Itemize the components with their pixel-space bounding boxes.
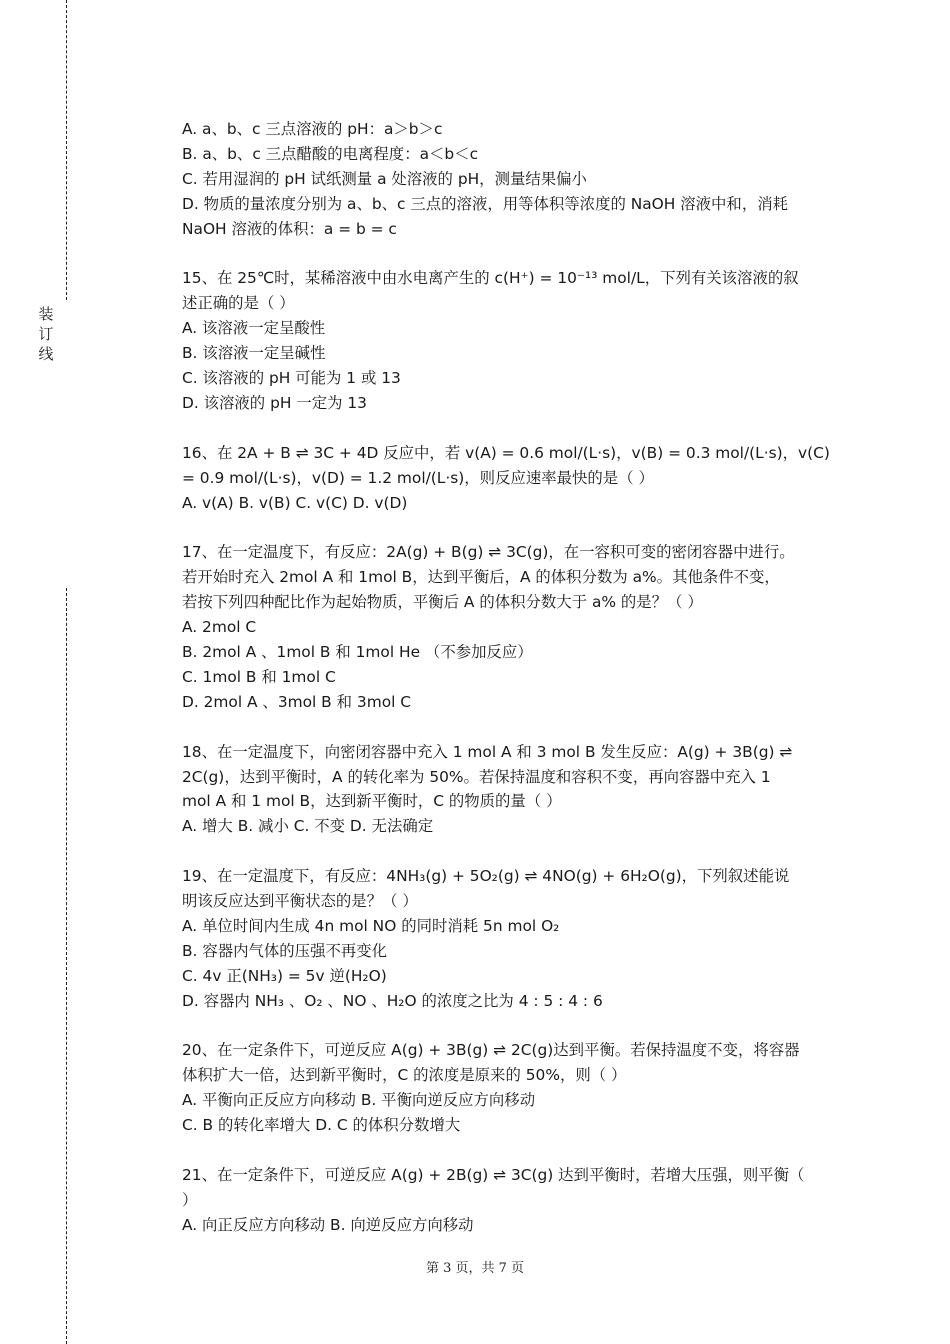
text-line: C. 若用湿润的 pH 试纸测量 a 处溶液的 pH，测量结果偏小 [182,169,587,188]
text-line: 20、在一定条件下，可逆反应 A(g) + 3B(g) ⇌ 2C(g)达到平衡。若保持温度不变，将容器 [182,1041,800,1060]
text-line: 述正确的是（ ） [182,294,295,313]
text-line: 18、在一定温度下，向密闭容器中充入 1 mol A 和 3 mol B 发生反应：A(g) + 3B(g) ⇌ [182,742,793,761]
block-spacer [182,416,842,441]
block-spacer [182,1014,842,1039]
binding-line-top [66,0,67,300]
text-line: 21、在一定条件下，可逆反应 A(g) + 2B(g) ⇌ 3C(g) 达到平衡时，若增大压强，则平衡（ [182,1165,805,1184]
text-line: B. 2mol A 、1mol B 和 1mol He （不参加反应） [182,642,533,661]
text-line: C. B 的转化率增大 D. C 的体积分数增大 [182,1116,461,1135]
block-spacer [182,1138,842,1163]
block-spacer [182,242,842,267]
text-line: B. 容器内气体的压强不再变化 [182,941,388,960]
text-line: 若按下列四种配比作为起始物质，平衡后 A 的体积分数大于 a% 的是？（ ） [182,593,703,612]
text-line: 17、在一定温度下，有反应：2A(g) + B(g) ⇌ 3C(g)，在一容积可变的密闭容器中进行。 [182,543,795,562]
question-block [182,864,842,1013]
text-line: = 0.9 mol/(L·s)，v(D) = 1.2 mol/(L·s)，则反应速率最快的是（ ） [182,468,654,487]
text-line: mol A 和 1 mol B，达到新平衡时，C 的物质的量（ ） [182,792,562,811]
question-block [182,441,842,516]
binding-label-char: 线 [38,345,54,363]
text-line: 体积扩大一倍，达到新平衡时，C 的浓度是原来的 50%，则（ ） [182,1066,627,1085]
text-line: A. 单位时间内生成 4n mol NO 的同时消耗 5n mol O₂ [182,916,560,935]
text-line: ） [182,1190,198,1209]
text-line: C. 1mol B 和 1mol C [182,667,336,686]
binding-line-bottom [66,588,67,1344]
text-line: 2C(g)，达到平衡时，A 的转化率为 50%。若保持温度和容积不变，再向容器中充入 1 [182,767,771,786]
text-line: A. 平衡向正反应方向移动 B. 平衡向逆反应方向移动 [182,1091,536,1110]
text-line: B. 该溶液一定呈碱性 [182,344,326,363]
question-block [182,1163,842,1238]
question-block [182,540,842,714]
text-line: D. 容器内 NH₃ 、O₂ 、NO 、H₂O 的浓度之比为 4 : 5 : 4 : 6 [182,991,603,1010]
text-line: D. 2mol A 、3mol B 和 3mol C [182,692,412,711]
text-line: A. v(A) B. v(B) C. v(C) D. v(D) [182,493,408,512]
binding-label-char: 装 [38,305,54,323]
text-line: 19、在一定温度下，有反应：4NH₃(g) + 5O₂(g) ⇌ 4NO(g) + 6H₂O(g)，下列叙述能说 [182,867,790,886]
page-footer: 第 3 页，共 7 页 [425,1261,525,1276]
text-line: A. 增大 B. 减小 C. 不变 D. 无法确定 [182,817,434,836]
text-line: D. 物质的量浓度分别为 a、b、c 三点的溶液，用等体积等浓度的 NaOH 溶液中和，消耗 [182,194,788,213]
text-line: 若开始时充入 2mol A 和 1mol B，达到平衡后，A 的体积分数为 a%。其他条件不变， [182,568,780,587]
text-line: A. 2mol C [182,618,257,637]
text-line: A. 向正反应方向移动 B. 向逆反应方向移动 [182,1215,474,1234]
block-spacer [182,515,842,540]
text-line: A. 该溶液一定呈酸性 [182,319,326,338]
text-line: B. a、b、c 三点醋酸的电离程度：a＜b＜c [182,144,479,163]
block-spacer [182,839,842,864]
question-block [182,740,842,840]
text-line: 15、在 25℃时，某稀溶液中由水电离产生的 c(H⁺) = 10⁻¹³ mol/L，下列有关该溶液的叙 [182,269,799,288]
question-block [182,1038,842,1138]
text-line: NaOH 溶液的体积：a = b = c [182,219,397,238]
question-block [182,117,842,242]
block-spacer [182,715,842,740]
binding-label-char: 订 [38,325,54,343]
binding-label [36,304,56,364]
text-line: 明该反应达到平衡状态的是？（ ） [182,892,418,911]
question-content [182,117,842,1238]
text-line: C. 4v 正(NH₃) = 5v 逆(H₂O) [182,966,387,985]
text-line: A. a、b、c 三点溶液的 pH：a＞b＞c [182,120,443,138]
question-block [182,266,842,415]
text-line: C. 该溶液的 pH 可能为 1 或 13 [182,369,401,388]
text-line: D. 该溶液的 pH 一定为 13 [182,393,367,412]
text-line: 16、在 2A + B ⇌ 3C + 4D 反应中，若 v(A) = 0.6 mol/(L·s)，v(B) = 0.3 mol/(L·s)，v(C) [182,443,830,462]
